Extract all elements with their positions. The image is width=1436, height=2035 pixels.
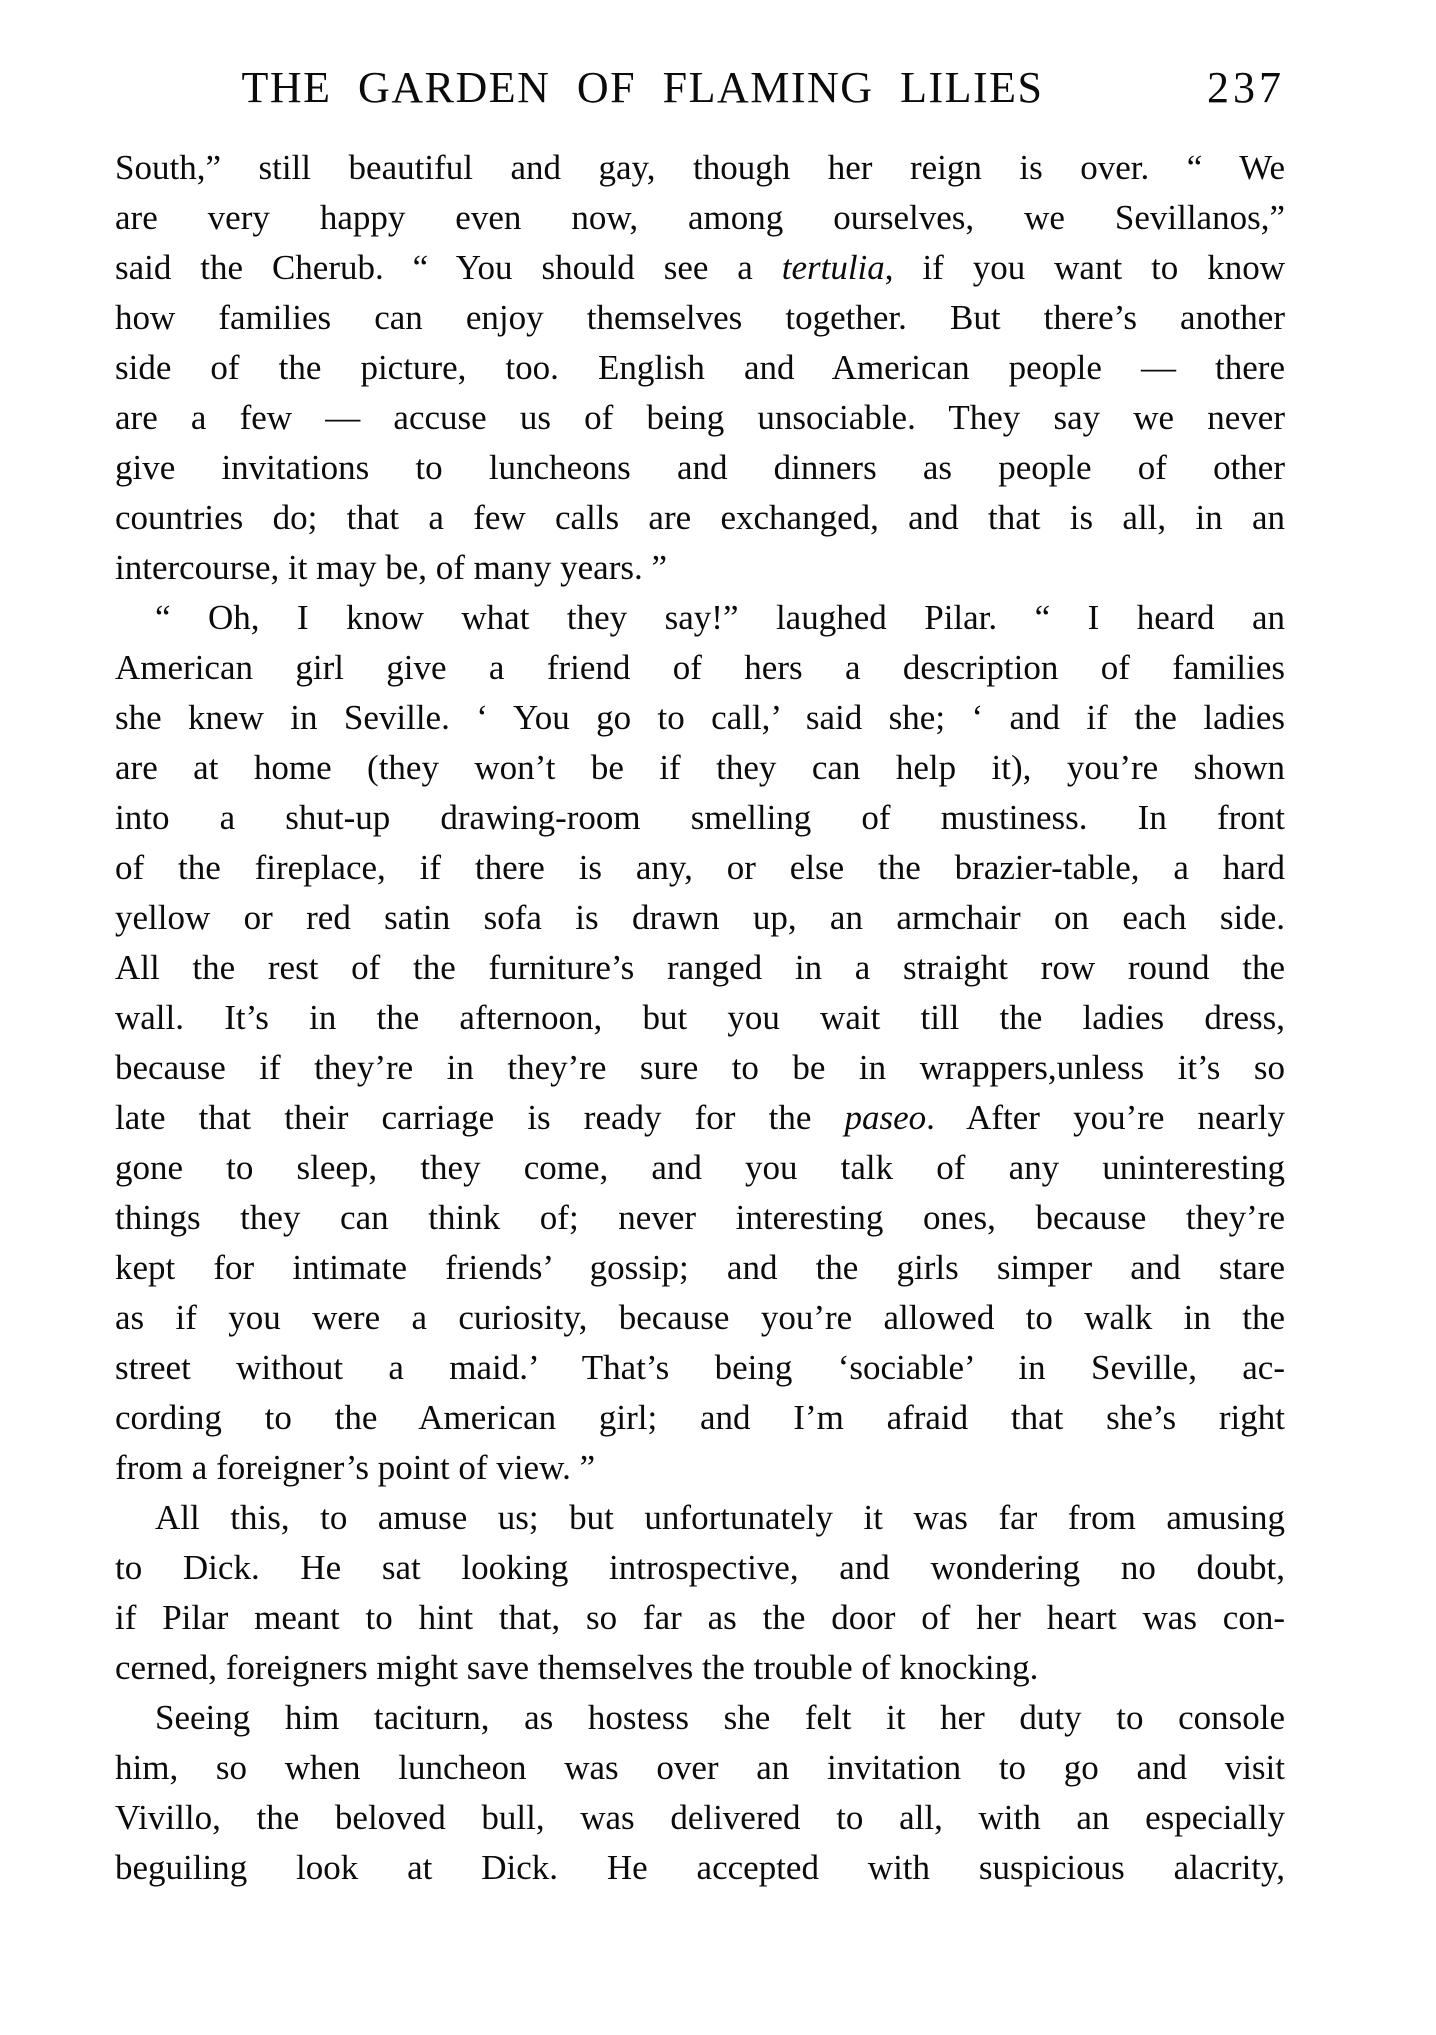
text-line: South,” still beautiful and gay, though her reign is over. “ We bbox=[115, 148, 1285, 187]
text-line: if Pilar meant to hint that, so far as the door of her heart was con- bbox=[115, 1598, 1285, 1637]
text-line: as if you were a curiosity, because you’re allowed to walk in the bbox=[115, 1298, 1285, 1337]
text-line: countries do; that a few calls are exchanged, and that is all, in an bbox=[115, 498, 1285, 537]
text-line: cording to the American girl; and I’m afraid that she’s right bbox=[115, 1398, 1285, 1437]
text-line: how families can enjoy themselves together. But there’s another bbox=[115, 298, 1285, 337]
text-line: because if they’re in they’re sure to be in wrappers,unless it’s so bbox=[115, 1048, 1285, 1087]
paragraph bbox=[115, 1693, 1285, 1893]
text-line: intercourse, it may be, of many years. ” bbox=[115, 548, 668, 587]
text-line: beguiling look at Dick. He accepted with suspicious alacrity, bbox=[115, 1848, 1285, 1887]
text-line: said the Cherub. “ You should see a tertulia, if you want to know bbox=[115, 248, 1285, 287]
text-line: are a few — accuse us of being unsociable. They say we never bbox=[115, 398, 1285, 437]
text-line: late that their carriage is ready for the paseo. After you’re nearly bbox=[115, 1098, 1286, 1137]
page-number: 237 bbox=[1207, 63, 1285, 112]
text-line: Seeing him taciturn, as hostess she felt it her duty to console bbox=[155, 1698, 1285, 1737]
paragraph bbox=[115, 1493, 1285, 1693]
text-line: things they can think of; never interesting ones, because they’re bbox=[115, 1198, 1285, 1237]
text-line: street without a maid.’ That’s being ‘sociable’ in Seville, ac- bbox=[115, 1348, 1285, 1387]
text-line: to Dick. He sat looking introspective, and wondering no doubt, bbox=[115, 1548, 1285, 1587]
text-line: into a shut-up drawing-room smelling of mustiness. In front bbox=[115, 798, 1285, 837]
text-line: Vivillo, the beloved bull, was delivered to all, with an especially bbox=[115, 1798, 1285, 1837]
text-line: him, so when luncheon was over an invitation to go and visit bbox=[115, 1748, 1285, 1787]
running-head-title: THE GARDEN OF FLAMING LILIES bbox=[241, 63, 1044, 112]
text-line: give invitations to luncheons and dinners as people of other bbox=[115, 448, 1285, 487]
text-line: are at home (they won’t be if they can help it), you’re shown bbox=[115, 748, 1285, 787]
text-line: kept for intimate friends’ gossip; and the girls simper and stare bbox=[115, 1248, 1285, 1287]
text-line: wall. It’s in the afternoon, but you wait till the ladies dress, bbox=[115, 998, 1285, 1037]
text-line: cerned, foreigners might save themselves the trouble of knocking. bbox=[115, 1648, 1039, 1687]
paragraph bbox=[115, 593, 1285, 1493]
text-line: All the rest of the furniture’s ranged in a straight row round the bbox=[115, 948, 1285, 987]
text-line: American girl give a friend of hers a description of families bbox=[115, 648, 1285, 687]
page-header bbox=[115, 62, 1285, 114]
text-line: of the fireplace, if there is any, or else the brazier-table, a hard bbox=[115, 848, 1285, 887]
text-line: are very happy even now, among ourselves, we Sevillanos,” bbox=[115, 198, 1285, 237]
text-line: “ Oh, I know what they say!” laughed Pilar. “ I heard an bbox=[155, 598, 1285, 637]
text-line: gone to sleep, they come, and you talk of any uninteresting bbox=[115, 1148, 1285, 1187]
text-line: side of the picture, too. English and American people — there bbox=[115, 348, 1285, 387]
text-line: yellow or red satin sofa is drawn up, an armchair on each side. bbox=[115, 898, 1285, 937]
text-line: from a foreigner’s point of view. ” bbox=[115, 1448, 596, 1487]
text-line: she knew in Seville. ‘ You go to call,’ said she; ‘ and if the ladies bbox=[115, 698, 1285, 737]
paragraph bbox=[115, 143, 1285, 593]
text-line: All this, to amuse us; but unfortunately it was far from amusing bbox=[155, 1498, 1285, 1537]
page-body bbox=[115, 143, 1285, 1893]
